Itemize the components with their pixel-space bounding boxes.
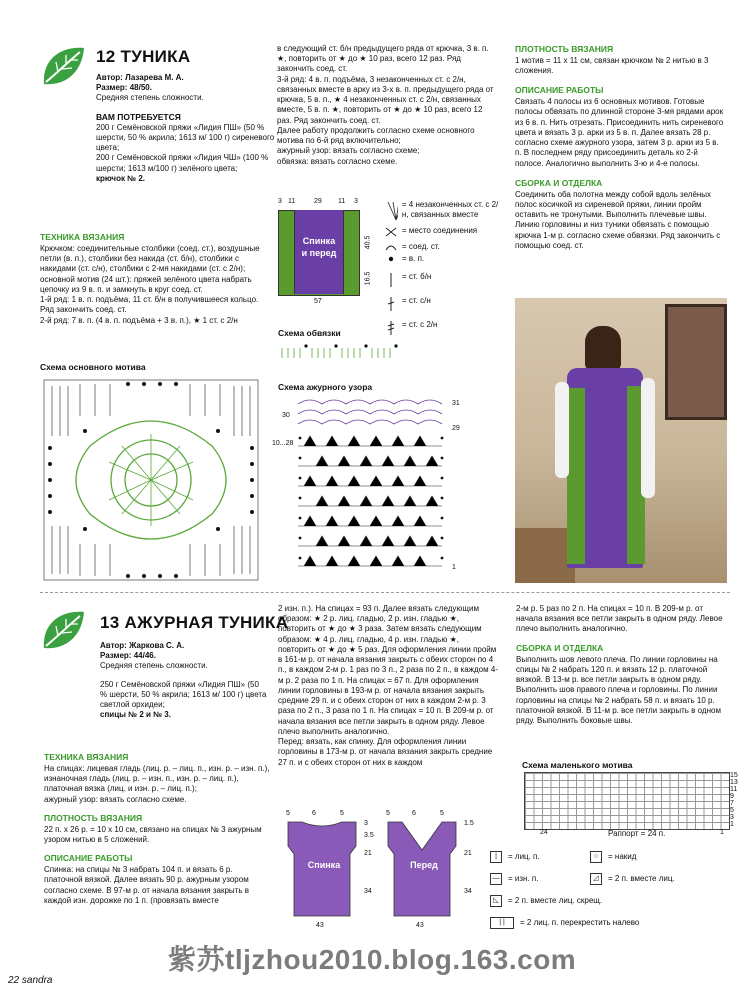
density-13: 22 п. х 26 р. = 10 х 10 см, связано на спицах № 3 ажурным узором нитью в 5 сложений. (44, 824, 262, 844)
dim-d7: 16.5 (364, 271, 372, 286)
chart-row-3: 3 (730, 814, 734, 821)
density-12: 1 мотив = 11 х 11 см, связан крючком № 2 нитью в 3 сложения. (515, 55, 709, 76)
tech-2-13: ажурный узор: вязать согласно схеме. (44, 794, 187, 804)
tech-3-12: 1-й ряд: 1 в. п. подъёма, 11 ст. б/н в получившееся кольцо. Ряд закончить соед. ст. (40, 295, 259, 315)
join-icon (384, 226, 398, 238)
knit-icon: | (490, 851, 502, 863)
back-t1: 5 (286, 810, 290, 817)
tech-head-13: ТЕХНИКА ВЯЗАНИЯ (44, 752, 129, 762)
work-13: Спинка: на спицы № 3 набрать 104 п. и вязать 6 р. платочной вязкой. Далее вязать 90 р. ажурным узором согласно схеме. В 97-м р. от начала вязания закрыть в каждой изн. дорожке по 1 п. (провязать вместе (44, 865, 249, 905)
lace-diagram (296, 398, 452, 576)
author-13: Автор: Жаркова С. А. (100, 641, 185, 650)
col3-text-13: 2-м р. 5 раз по 2 п. На спицах = 10 п. В 209-м р. от начала вязания все петли закрыть в одном ряду. Левое плечо выполнить аналогично. (516, 604, 723, 634)
back-t2: 6 (312, 810, 316, 817)
tech-13: На спицах: лицевая гладь (лиц. р. – лиц. п., изн. р. – изн. п.), изнаночная гладь (лиц. р. – изн. п., изн. р. – лиц. п.), платочная вязка (лиц. и изн. р. – лиц. п.); (44, 763, 270, 794)
legend-13-l4: = 2 п. вместе лиц. (608, 873, 675, 883)
yarn-over-icon: ○ (590, 851, 602, 863)
panel-label-1: Спинка (302, 236, 336, 246)
need-head-12: ВАМ ПОТРЕБУЕТСЯ (96, 111, 181, 122)
lace-row-1: 1 (452, 564, 456, 571)
sc-icon (384, 272, 398, 288)
level-12: Средняя степень сложности. (96, 93, 204, 103)
chart-col-1: 1 (720, 829, 724, 836)
cluster-icon (384, 200, 398, 222)
dim-d8: 57 (314, 298, 322, 305)
legend-13-l6: = 2 лиц. п. перекрестить налево (520, 917, 640, 927)
k2tog-icon: ◿ (590, 873, 602, 885)
author-12: Автор: Лазарева М. А. (96, 73, 184, 82)
size-12: Размер: 48/50. (96, 83, 152, 93)
front-schema (382, 810, 482, 930)
k2tog-tbl-icon: ◺ (490, 895, 502, 907)
chart-row-5: 5 (730, 807, 734, 814)
work-head-13: ОПИСАНИЕ РАБОТЫ (44, 853, 133, 864)
leaf-logo-13 (40, 608, 86, 652)
assembly-head-12: СБОРКА И ОТДЕЛКА (515, 177, 603, 188)
title-13: 13 АЖУРНАЯ ТУНИКА (100, 613, 289, 632)
density-head-13: ПЛОТНОСТЬ ВЯЗАНИЯ (44, 812, 143, 823)
edge-diagram (278, 342, 400, 360)
dim-d4: 11 (338, 198, 346, 205)
col2-more-12: Далее работу продолжить согласно схеме основного мотива по 6-й ряд включительно; (277, 125, 475, 146)
panel-schema-12 (272, 198, 382, 310)
need-3-12: крючок № 2. (96, 173, 145, 183)
front-h3: 34 (464, 888, 472, 895)
assembly-12: Соединить оба полотна между собой вдоль зелёных полос косичкой из сиреневой пряжи, линии пройм оставить не тронутыми. Выполнить плечевые швы. Линию горловины и низ туники обвязать с помощью крючка 1-м р. согласно схеме обвязки. Ряд закончить с помощью соед. ст. (515, 189, 721, 250)
model-photo-12 (515, 298, 727, 583)
legend-12-l7: = ст. с 2/н (402, 320, 438, 330)
lace-row-29: 29 (452, 425, 460, 432)
legend-12-l3: = соед. ст. (402, 242, 440, 251)
tech-1-12: Крючком: соединительные столбики (соед. ст.), воздушные петли (в. п.), столбики без накида (ст. б/н), столбики с накидами (ст. с/н), столбики с 2-мя накидами (ст. с 2/н); (40, 243, 260, 274)
assembly-13: Выполнить шов левого плеча. По линии горловины на спицы № 2 набрать 120 п. и вязать 12 р. платочной вязкой. В 13-м р. все петли закрыть в одном ряду. Выполнить шов правого плеча и горловины. По линии горловины на спицы № 2 набрать 58 п. и вязать 10 р. платочной вязкой. В 11-м р. все петли закрыть в одном ряду. Выполнить боковые швы. (516, 654, 721, 725)
col2-front-13: Перед: вязать, как спинку. Для оформления линии горловины в 173-м р. от начала вязания закрыть средние 27 п. и с обеих сторон от них в каждом (278, 737, 493, 767)
need-13: 250 г Семёновской пряжи «Лидия ПШ» (50 % шерсти, 50 % акрила; 1613 м/ 100 г) цвета светлой орхидеи; (100, 679, 267, 710)
back-h1: 3 (364, 820, 368, 827)
legend-13-l1: = лиц. п. (508, 851, 540, 861)
chart-row-11: 11 (730, 786, 738, 793)
chart-row-13: 13 (730, 779, 738, 786)
tech-4-12: 2-й ряд: 7 в. п. (4 в. п. подъёма + 3 в. п.), ★ 1 ст. с 2/н (40, 315, 238, 325)
chart-row-9: 9 (730, 793, 734, 800)
legend-13-l5: = 2 п. вместе лиц. скрещ. (508, 895, 603, 905)
col2-row3-12: 3-й ряд: 4 в. п. подъёма, 3 незаконченных ст. с 2/н, связанных вместе в арку из 3-х в. п. предыдущего ряда от крючка, 5 в. п., ★ 4 незаконченных ст. с 2/н, связанных вместе, 5 в. п. ★, повторить от ★ до ★ 10 раз, всего 12 раз. Ряд закончить соед. ст. (277, 74, 494, 125)
lace-row-10: 10...28 (272, 440, 294, 447)
back-label: Спинка (307, 860, 341, 870)
cross-left-icon: | | (490, 917, 514, 929)
back-h2: 21 (364, 850, 372, 857)
dim-d6: 40.5 (364, 235, 372, 250)
chart-row-7: 7 (730, 800, 734, 807)
legend-13-l2: = накид (608, 851, 637, 861)
col2-edge-12: обвязка: вязать согласно схеме. (277, 156, 398, 166)
dim-d1: 3 (278, 198, 282, 205)
tech-head-12: ТЕХНИКА ВЯЗАНИЯ (40, 232, 125, 242)
lace-row-30: 30 (282, 412, 290, 419)
watermark: 紫苏tljzhou2010.blog.163.com (168, 944, 577, 975)
back-h3: 3.5 (364, 832, 374, 839)
chart-col-24: 24 (540, 829, 548, 836)
tech-2-12: основной мотив (24 шт.): пряжей зелёного цвета набрать цепочку из 9 в. п. и замкнуть в круг соед. ст. (40, 274, 252, 294)
leaf-logo-12 (40, 44, 86, 88)
density-head-12: ПЛОТНОСТЬ ВЯЗАНИЯ (515, 44, 614, 54)
back-t3: 5 (340, 810, 344, 817)
schema-edge-title: Схема обвязки (278, 328, 341, 338)
motif-diagram (40, 376, 264, 586)
need-1-12: 200 г Семёновской пряжи «Лидия ПШ» (50 % шерсти, 50 % акрила; 1613 м/ 100 г) сиреневого цвета; (96, 122, 275, 153)
dc-icon (384, 296, 398, 312)
dim-d3: 29 (314, 198, 322, 205)
schema-small-title: Схема маленького мотива (522, 760, 633, 770)
legend-13-l3: = изн. п. (508, 873, 539, 883)
tr-icon (384, 320, 398, 336)
needles-13: спицы № 2 и № 3. (100, 710, 171, 720)
legend-12-l4: = в. п. (402, 254, 425, 264)
level-13: Средняя степень сложности. (100, 661, 208, 671)
slip-stitch-icon (384, 242, 398, 252)
col2-text-13: 2 изн. п.). На спицах = 93 п. Далее вязать следующим образом: ★ 2 р. лиц. гладью, 2 р. изн. гладью ★, повторить от ★ до ★ 3 раза. Затем вязать следующим образом: ★ 4 р. лиц. гладью, 4 р. изн. гладью ★, повторить от ★ до ★ 5 раз. Для оформления линии пройм в 161-м р. от начала вязания закрыть с обеих сторон по 4 п., в каждом 2-м р. 1 раз по 3 п., 2 раза по 2 п., в каждом 4-м р. 2 раза по 1 п. На спицах = 67 п. Для оформления линии горловины в 193-м р. от начала вязания закрыть средние 29 п. и с обеих сторон от них в каждом 2-м р. 3 раза по 2 п., 3 раза по 1 п. На спицах = 10 п. В 209-м р. от начала вязания все петли закрыть в одном ряду. Левое плечо выполнить аналогично. (278, 604, 498, 736)
chart-row-1: 1 (730, 821, 734, 828)
panel-label-2: и перед (301, 247, 337, 258)
size-13: Размер: 44/46. (100, 651, 156, 661)
work-head-12: ОПИСАНИЕ РАБОТЫ (515, 85, 604, 96)
schema-lace-title: Схема ажурного узора (278, 382, 373, 392)
back-w: 43 (316, 922, 324, 929)
front-t2: 6 (412, 810, 416, 817)
need-2-12: 200 г Семёновской пряжи «Лидия ЧШ» (100 % шерсти; 1613 м/100 г) зелёного цвета; (96, 153, 269, 173)
col2-lace-12: ажурный узор: вязать согласно схеме; (277, 146, 420, 156)
lace-row-31: 31 (452, 400, 460, 407)
chain-icon (384, 254, 398, 264)
legend-12-l1: = 4 незаконченных ст. с 2/н, связанных вместе (401, 200, 499, 220)
back-schema (282, 810, 382, 930)
rapport-label: Раппорт = 24 п. (608, 829, 666, 838)
purl-icon: — (490, 873, 502, 885)
chart-row-15: 15 (730, 772, 738, 779)
title-12: 12 ТУНИКА (96, 47, 191, 66)
dim-d5: 3 (354, 198, 358, 205)
small-motif-chart (524, 772, 730, 830)
front-label: Перед (410, 860, 438, 870)
front-h2: 21 (464, 850, 472, 857)
front-w: 43 (416, 922, 424, 929)
legend-12-l5: = ст. б/н (402, 272, 432, 282)
assembly-head-13: СБОРКА И ОТДЕЛКА (516, 642, 604, 653)
dim-d2: 11 (288, 198, 296, 205)
page-number: 22 sandra (8, 975, 53, 986)
legend-12-l2: = место соединения (402, 226, 478, 235)
front-t3: 5 (440, 810, 444, 817)
work-12: Связать 4 полосы из 6 основных мотивов. Готовые полосы обвязать по длинной стороне 3-мя рядами арок из 6 в. п. Нить отрезать. Присоединить нить сиреневого цвета и вязать 3 р. арки из 5 в. п. Далее вязать 28 р. согласно схеме ажурного узора, затем 3 р. арки из 5 в. п. В последнем ряду присоединить деталь ко 2-й полосе. Аналогично выполнить 3-ю и 4-е полосы. (515, 97, 724, 168)
schema-motif-title: Схема основного мотива (40, 362, 146, 372)
front-h1: 1.5 (464, 820, 474, 827)
col2-text-12: в следующий ст. б/н предыдущего ряда от крючка, 3 в. п. ★, повторить от ★ до ★ 10 раз, всего 12 раз. Ряд закончить соед. ст. (277, 44, 489, 74)
legend-12-l6: = ст. с/н (402, 296, 431, 306)
back-h4: 34 (364, 888, 372, 895)
front-t1: 5 (386, 810, 390, 817)
